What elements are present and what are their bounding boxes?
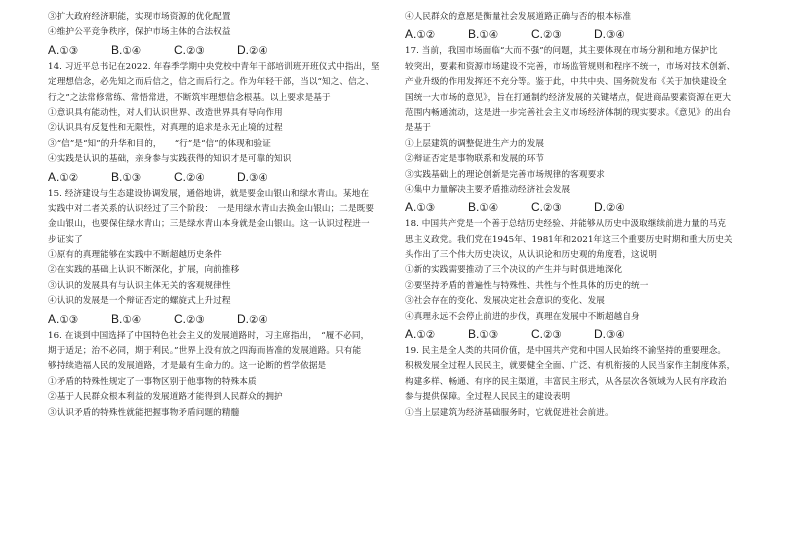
choice-value: ①②: [59, 171, 79, 184]
choice-letter: B.: [468, 200, 480, 215]
choice-value: ③④: [249, 171, 268, 184]
choice-value: ①④: [479, 29, 499, 42]
question-stem: 产业升级的作用发挥还不充分等。鉴于此，中共中央、国务院发布《关于加快建设全: [405, 77, 727, 88]
question-stem: 国统一大市场的意见》，旨在打通制约经济发展的关键堵点，促进商品要素资源在更大: [405, 92, 732, 103]
choice-value: ①③: [59, 313, 79, 326]
choice-c[interactable]: [531, 326, 594, 342]
choice-d[interactable]: [237, 42, 300, 58]
choice-letter: A.: [48, 169, 60, 184]
statement-1: ①新的实践需要推动了三个决议的产生并与时俱进地深化: [405, 265, 623, 276]
q18-answer-choices: [405, 326, 759, 342]
choice-value: ②④: [249, 44, 268, 57]
question-stem: 够持续造福人民的发展道路，才是最有生命力的。这一论断的哲学依据是: [48, 361, 327, 372]
choice-value: ①④: [122, 313, 142, 326]
choice-b[interactable]: [468, 26, 531, 42]
question-stem: 期于适足；治不必同，期于利民。”世界上没有放之四海而皆准的发展道路。只有能: [48, 346, 362, 357]
choice-value: ①③: [479, 329, 499, 342]
choice-letter: B.: [111, 169, 123, 184]
question-stem: 构建多样、畅通、有序的民主渠道，丰富民主形式，从各层次各领域为人民有序政治: [405, 376, 727, 387]
question-stem: 实践中对二者关系的认识经过了三个阶段： 一是用绿水青山去换金山银山；二是既要: [48, 203, 375, 214]
choice-a[interactable]: [405, 199, 468, 215]
question-16: [48, 329, 404, 421]
question-18: [405, 217, 759, 325]
question-stem: 步证实了: [48, 234, 83, 245]
choice-value: ①②: [416, 29, 436, 42]
statement-1: ①意识具有能动性，对人们认识世界、改造世界具有导向作用: [48, 107, 283, 118]
question-stem: 17. 当前，我国市场面临“大而不强”的问题，其主要体现在市场分割和地方保护比: [405, 46, 718, 57]
choice-c[interactable]: [174, 169, 237, 185]
choice-value: ②④: [606, 202, 625, 215]
choice-letter: B.: [468, 327, 480, 342]
text-line: ④维护公平竞争秩序，保护市场主体的合法权益: [48, 27, 231, 38]
question-15: [48, 187, 404, 310]
statement-3: ③认识的发展具有与认识主体无关的客观规律性: [48, 280, 231, 291]
q15-answer-choices: [48, 311, 404, 327]
choice-letter: C.: [174, 169, 186, 184]
choice-a[interactable]: [48, 311, 111, 327]
left-column: [48, 10, 404, 421]
choice-value: ①④: [122, 44, 142, 57]
statement-1: ①矛盾的特殊性规定了一事物区别于他事物的特殊本质: [48, 376, 257, 387]
choice-c[interactable]: [174, 42, 237, 58]
q17-answer-choices: [405, 199, 759, 215]
choice-letter: A.: [48, 42, 60, 57]
choice-letter: C.: [531, 327, 543, 342]
choice-value: ①③: [122, 171, 142, 184]
choice-letter: D.: [237, 311, 249, 326]
question-stem: 18. 中国共产党是一个善于总结历史经验、并能够从历史中汲取继续前进力量的马克: [405, 219, 727, 230]
choice-value: ①③: [59, 44, 79, 57]
choice-value: ②③: [543, 202, 562, 215]
question-stem: 19. 民主是全人类的共同价值，是中国共产党和中国人民始终不渝坚持的重要理念。: [405, 346, 727, 357]
question-stem: 参与提供保障。全过程人民民主的建设表明: [405, 392, 571, 403]
choice-letter: D.: [594, 200, 606, 215]
statement-3: ③社会存在的变化、发展决定社会意识的变化、发展: [405, 296, 605, 307]
choice-letter: B.: [111, 42, 123, 57]
statement-3: ③实践基础上的理论创新是完善市场规律的客观要求: [405, 169, 605, 180]
choice-value: ②③: [186, 44, 205, 57]
choice-value: ②③: [186, 313, 205, 326]
statement-3: ③认识矛盾的特殊性就能把握事物矛盾问题的精髓: [48, 407, 240, 418]
choice-letter: D.: [594, 327, 606, 342]
choice-value: ②③: [543, 329, 562, 342]
choice-b[interactable]: [111, 169, 174, 185]
choice-d[interactable]: [594, 26, 657, 42]
choice-letter: C.: [174, 42, 186, 57]
choice-c[interactable]: [531, 26, 594, 42]
question-stem: 16. 在谈到中国选择了中国特色社会主义的发展道路时，习主席指出， “履不必同，: [48, 330, 370, 341]
question-stem: 15. 经济建设与生态建设协调发展，通俗地讲，就是要金山银山和绿水青山。某地在: [48, 188, 370, 199]
choice-letter: B.: [468, 27, 480, 42]
choice-value: ①②: [416, 329, 436, 342]
choice-letter: A.: [405, 200, 417, 215]
choice-value: ②④: [249, 313, 268, 326]
choice-b[interactable]: [468, 199, 531, 215]
choice-letter: D.: [237, 42, 249, 57]
choice-letter: C.: [174, 311, 186, 326]
question-stem: 金山银山，也要保住绿水青山；三是绿水青山本身就是金山银山。这一认识过程进一: [48, 219, 370, 230]
choice-letter: C.: [531, 27, 543, 42]
choice-letter: A.: [405, 27, 417, 42]
statement-2: ②基于人民群众根本利益的发展道路才能得到人民群众的拥护: [48, 392, 283, 403]
statement-4: ④真理永远不会停止前进的步伐，真理在发展中不断超越自身: [405, 311, 640, 322]
q14-answer-choices: [48, 169, 404, 185]
statement-4: ④实践是认识的基础，亲身参与实践获得的知识才是可靠的知识: [48, 154, 292, 165]
question-stem: 范围内畅通流动，这是进一步完善社会主义市场经济体制的现实要求。《意见》的出台: [405, 107, 732, 118]
question-stem: 定理想信念，必先知之而后信之，信之而后行之。作为年轻干部，当以“知之、信之、: [48, 77, 375, 88]
choice-value: ③④: [606, 329, 625, 342]
question-stem: 思主义政党。我们党在1945年、1981年和2021年这三个重要历史时期和重大历史关: [405, 234, 733, 245]
text-line: ③扩大政府经济职能，实现市场资源的优化配置: [48, 12, 231, 22]
choice-value: ②③: [543, 29, 562, 42]
statement-2: ②要坚持矛盾的普遍性与特殊性、共性与个性具体的历史的统一: [405, 280, 649, 291]
q13-options-text: [48, 10, 404, 41]
choice-d[interactable]: [237, 311, 300, 327]
statement-4: ④认识的发展是一个辩证否定的螺旋式上升过程: [48, 296, 231, 307]
statement-4: ④集中力量解决主要矛盾推动经济社会发展: [405, 184, 571, 195]
question-19: [405, 344, 759, 421]
question-17: [405, 44, 759, 198]
choice-c[interactable]: [531, 199, 594, 215]
q16-answer-choices: [405, 26, 759, 42]
choice-letter: B.: [111, 311, 123, 326]
choice-letter: C.: [531, 200, 543, 215]
question-stem: 积极发展全过程人民民主，就要健全全面、广泛、有机衔接的人民当家作主制度体系，: [405, 361, 736, 372]
choice-c[interactable]: [174, 311, 237, 327]
statement-2: ②在实践的基础上认识不断深化，扩展，向前推移: [48, 265, 240, 276]
right-column: [405, 10, 759, 421]
choice-a[interactable]: [405, 326, 468, 342]
question-stem: 14. 习近平总书记在2022. 年春季学期中央党校中青年干部培训班开班仪式中指出，坚: [48, 61, 380, 72]
question-stem: 是基于: [405, 123, 432, 134]
choice-a[interactable]: [48, 169, 111, 185]
choice-value: ②④: [186, 171, 205, 184]
statement-4: ④人民群众的意愿是衡量社会发展道路正确与否的根本标准: [405, 12, 632, 22]
choice-value: ①③: [416, 202, 436, 215]
q16-options-text: [405, 10, 759, 25]
question-stem: 较突出，要素和资源市场建设不完善，市场监管规则和程序不统一，市场对技术创新、: [405, 61, 736, 72]
choice-d[interactable]: [237, 169, 300, 185]
choice-d[interactable]: [594, 199, 657, 215]
question-14: [48, 60, 404, 168]
choice-letter: D.: [594, 27, 606, 42]
choice-b[interactable]: [111, 42, 174, 58]
choice-value: ①④: [479, 202, 499, 215]
question-stem: 头作出了三个伟大历史决议，从认识论和历史观的角度看，这说明: [405, 250, 658, 261]
choice-a[interactable]: [48, 42, 111, 58]
choice-value: ③④: [606, 29, 625, 42]
choice-d[interactable]: [594, 326, 657, 342]
statement-1: ①当上层建筑为经济基础服务时，它就促进社会前进。: [405, 407, 614, 418]
statement-3: ③“信”是“知”的升华和目的， “行”是“信”的体现和验证: [48, 138, 271, 149]
statement-2: ②辩证否定是事物联系和发展的环节: [405, 154, 545, 165]
statement-1: ①原有的真理能够在实践中不断超越历史条件: [48, 250, 222, 261]
statement-1: ①上层建筑的调整促进生产力的发展: [405, 138, 545, 149]
choice-b[interactable]: [111, 311, 174, 327]
choice-letter: D.: [237, 169, 249, 184]
question-stem: 行之”之法常修常练、常悟常进，不断筑牢理想信念根基。以上要求是基于: [48, 92, 331, 103]
q13-answer-choices: [48, 42, 404, 58]
statement-2: ②认识具有反复性和无限性，对真理的追求是永无止境的过程: [48, 123, 283, 134]
choice-letter: A.: [405, 327, 417, 342]
choice-letter: A.: [48, 311, 60, 326]
choice-b[interactable]: [468, 326, 531, 342]
choice-a[interactable]: [405, 26, 468, 42]
